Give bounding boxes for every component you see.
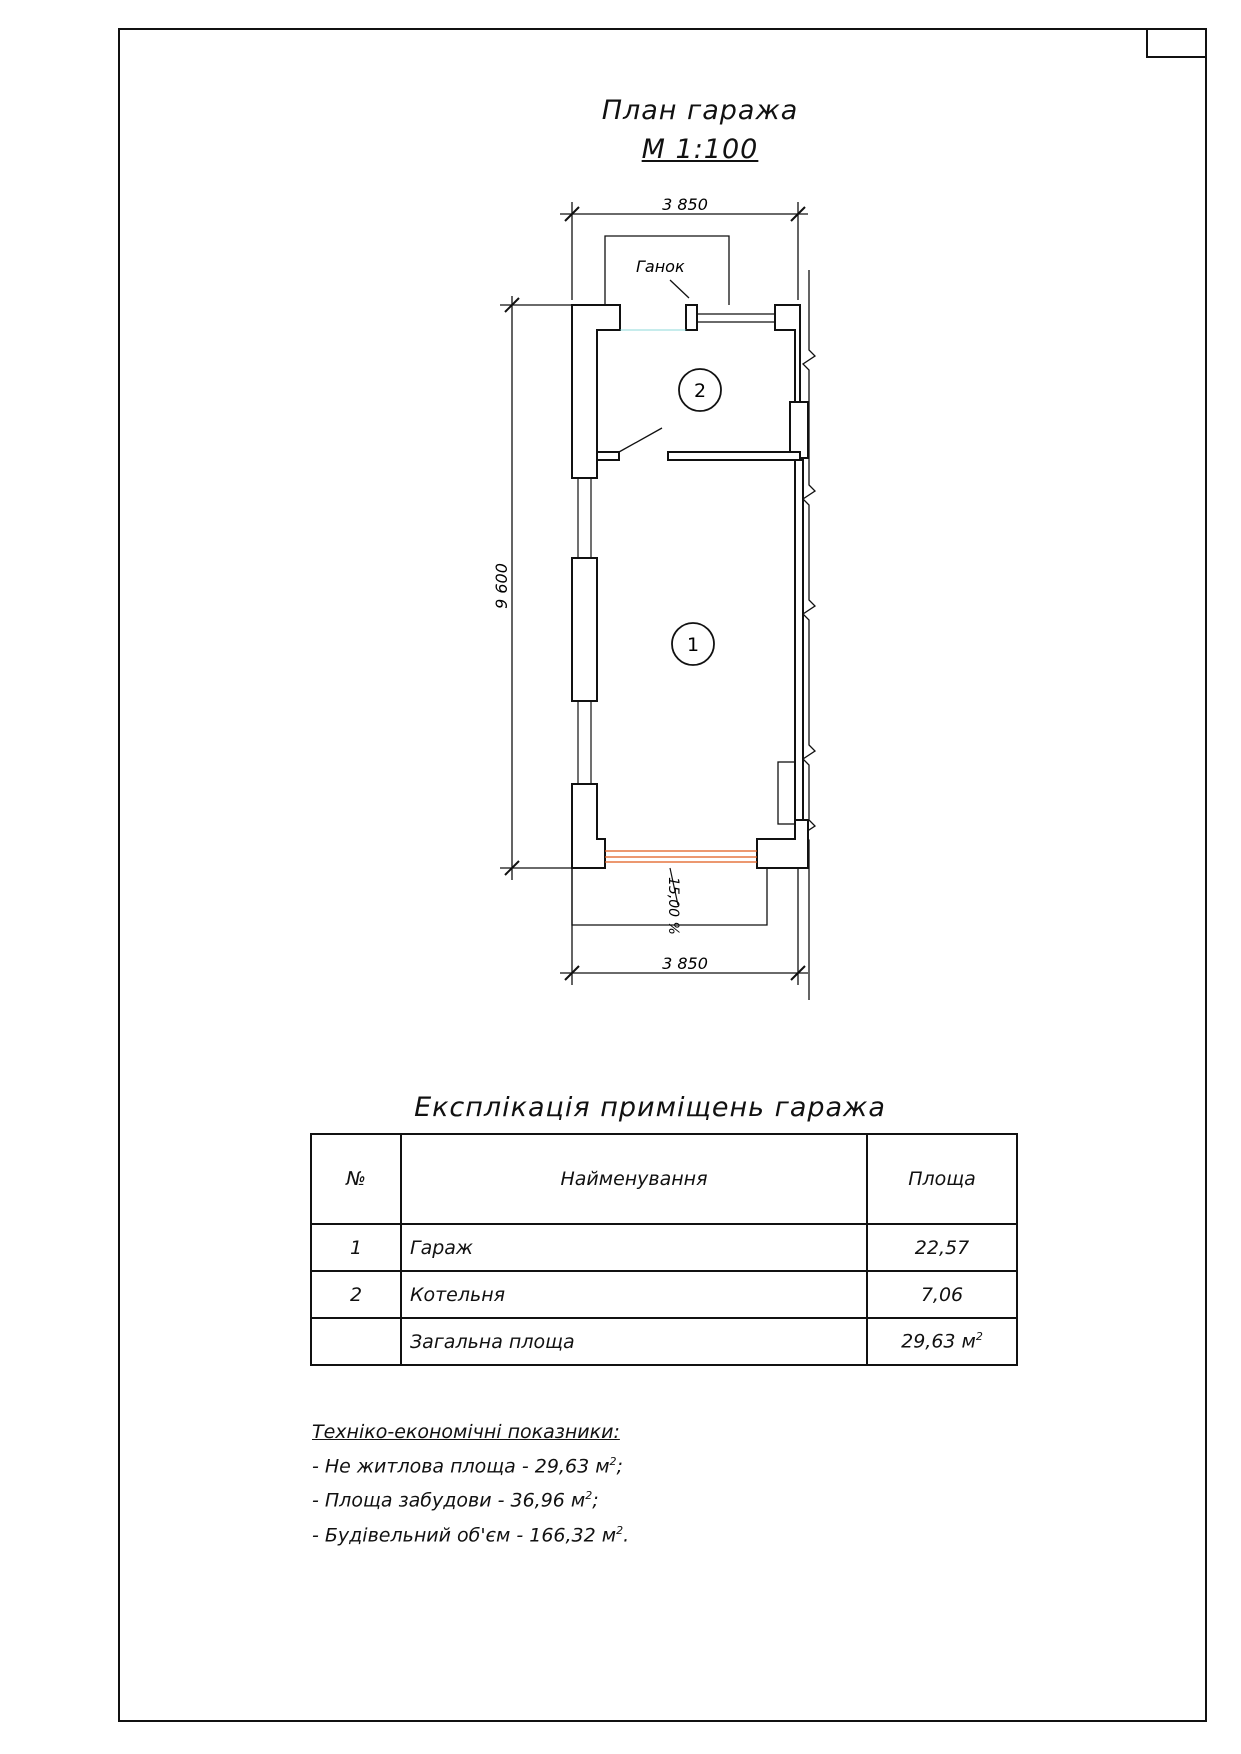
row-area: 7,06 — [867, 1271, 1017, 1318]
indicator-text: - Площа забудови - 36,96 м — [312, 1489, 586, 1512]
table-row — [311, 1224, 1017, 1271]
wall-right — [795, 460, 803, 826]
header-num: № — [311, 1134, 401, 1224]
indicator-tail: ; — [592, 1489, 599, 1512]
indicator-item — [312, 1516, 629, 1550]
wall-left-middle — [572, 558, 597, 701]
table-row — [311, 1271, 1017, 1318]
dim-width-top-label: 3 850 — [662, 195, 708, 214]
partition-left — [597, 452, 619, 460]
wall-bottom-right — [757, 820, 808, 868]
row-name: Гараж — [401, 1224, 867, 1271]
explication-title: Експлікація приміщень гаража — [414, 1092, 886, 1123]
wall-porch-jamb — [686, 305, 697, 330]
indicator-tail: . — [623, 1523, 630, 1546]
break-line-right — [803, 270, 815, 1000]
plan-scale: М 1:100 — [641, 134, 759, 165]
row-num: 2 — [311, 1271, 401, 1318]
indicator-item — [312, 1447, 629, 1481]
indicator-sup: 2 — [609, 1455, 617, 1468]
indicator-sup: 2 — [585, 1489, 593, 1503]
total-area-value: 29,63 м — [901, 1330, 976, 1353]
total-area-sup: 2 — [975, 1330, 983, 1344]
header-name: Найменування — [401, 1134, 867, 1224]
porch-leader — [670, 280, 689, 298]
indicator-item — [312, 1481, 629, 1515]
header-area: Площа — [867, 1134, 1017, 1224]
wall-bottom-left — [572, 784, 605, 868]
plan-title: План гаража — [601, 95, 799, 126]
room-marker-1-label: 1 — [686, 634, 700, 656]
row-area: 22,57 — [867, 1224, 1017, 1271]
niche-right — [778, 762, 795, 824]
row-num: 1 — [311, 1224, 401, 1271]
room-marker-2-label: 2 — [693, 380, 707, 402]
chimney — [790, 402, 808, 458]
dim-length-label: 9 600 — [492, 563, 511, 609]
indicator-sup: 2 — [616, 1523, 624, 1537]
indicators-heading: Техніко-економічні показники: — [312, 1421, 620, 1443]
row-name: Котельня — [401, 1271, 867, 1318]
indicator-text: - Будівельний об'єм - 166,32 м — [312, 1523, 617, 1546]
indicator-tail: ; — [616, 1455, 623, 1478]
tech-econ-indicators — [312, 1418, 629, 1550]
total-area — [867, 1318, 1017, 1365]
table-header-row — [311, 1134, 1017, 1224]
table-total-row — [311, 1318, 1017, 1365]
dim-width-bottom-label: 3 850 — [662, 954, 708, 973]
total-name: Загальна площа — [401, 1318, 867, 1365]
explication-table — [310, 1133, 1018, 1366]
porch-label: Ганок — [636, 257, 685, 276]
partition-right — [668, 452, 800, 460]
indicator-text: - Не житлова площа - 29,63 м — [312, 1455, 610, 1478]
slope-label: 15,00 % — [665, 877, 681, 935]
total-num — [311, 1318, 401, 1365]
